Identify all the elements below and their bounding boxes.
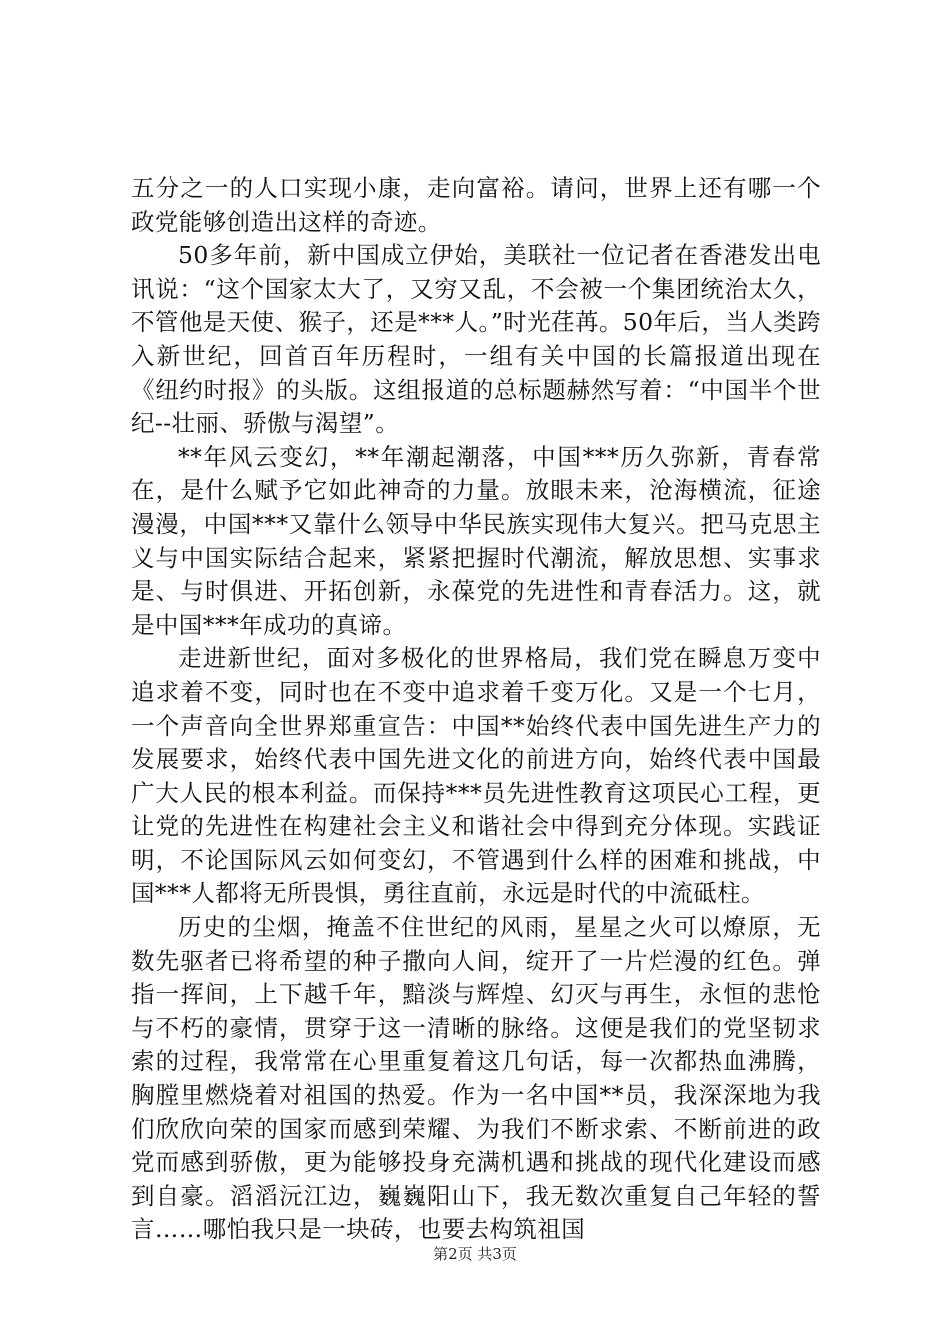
page-number: 第2页 共3页 [433, 1245, 517, 1263]
paragraph-5: 历史的尘烟，掩盖不住世纪的风雨，星星之火可以燎原，无数先驱者已将希望的种子撒向人间，绽开了一片烂漫的红色。弹指一挥间，上下越千年，黯淡与辉煌、幻灭与再生，永恒的悲怆与不朽的豪情，贯穿于这一清晰的脉络。这便是我们的党坚韧求索的过程，我常常在心里重复着这几句话，每一次都热血沸腾，胸膛里燃烧着对祖国的热爱。作为一名中国**员，我深深地为我们欣欣向荣的国家而感到荣耀、为我们不断求索、不断前进的政党而感到骄傲，更为能够投身充满机遇和挑战的现代化建设而感到自豪。滔滔沅江边，巍巍阳山下，我无数次重复自己年轻的誓言……哪怕我只是一块砖，也要去构筑祖国 [131, 913, 821, 1244]
paragraph-4: 走进新世纪，面对多极化的世界格局，我们党在瞬息万变中追求着不变，同时也在不变中追求着千变万化。又是一个七月，一个声音向全世界郑重宣告：中国**始终代表中国先进生产力的发展要求，始终代表中国先进文化的前进方向，始终代表中国最广大人民的根本利益。而保持***员先进性教育这项民心工程，更让党的先进性在构建社会主义和谐社会中得到充分体现。实践证明，不论国际风云如何变幻，不管遇到什么样的困难和挑战，中国***人都将无所畏惧，勇往直前，永远是时代的中流砥柱。 [131, 644, 821, 908]
page-footer [0, 1244, 950, 1264]
body-text [131, 172, 821, 1247]
paragraph-2: 50多年前，新中国成立伊始，美联社一位记者在香港发出电讯说：“这个国家太大了，又穷又乱，不会被一个集团统治太久，不管他是天使、猴子，还是***人。”时光荏苒。50年后，当人类跨入新世纪，回首百年历程时，一组有关中国的长篇报道出现在《纽约时报》的头版。这组报道的总标题赫然写着：“中国半个世纪--壮丽、骄傲与渴望”。 [131, 241, 821, 438]
paragraph-1: 五分之一的人口实现小康，走向富裕。请问，世界上还有哪一个政党能够创造出这样的奇迹。 [131, 174, 821, 236]
paragraph-3: **年风云变幻，**年潮起潮落，中国***历久弥新，青春常在，是什么赋予它如此神奇的力量。放眼未来，沧海横流，征途漫漫，中国***又靠什么领导中华民族实现伟大复兴。把马克思主义与中国实际结合起来，紧紧把握时代潮流，解放思想、实事求是、与时俱进、开拓创新，永葆党的先进性和青春活力。这，就是中国***年成功的真谛。 [131, 442, 821, 639]
